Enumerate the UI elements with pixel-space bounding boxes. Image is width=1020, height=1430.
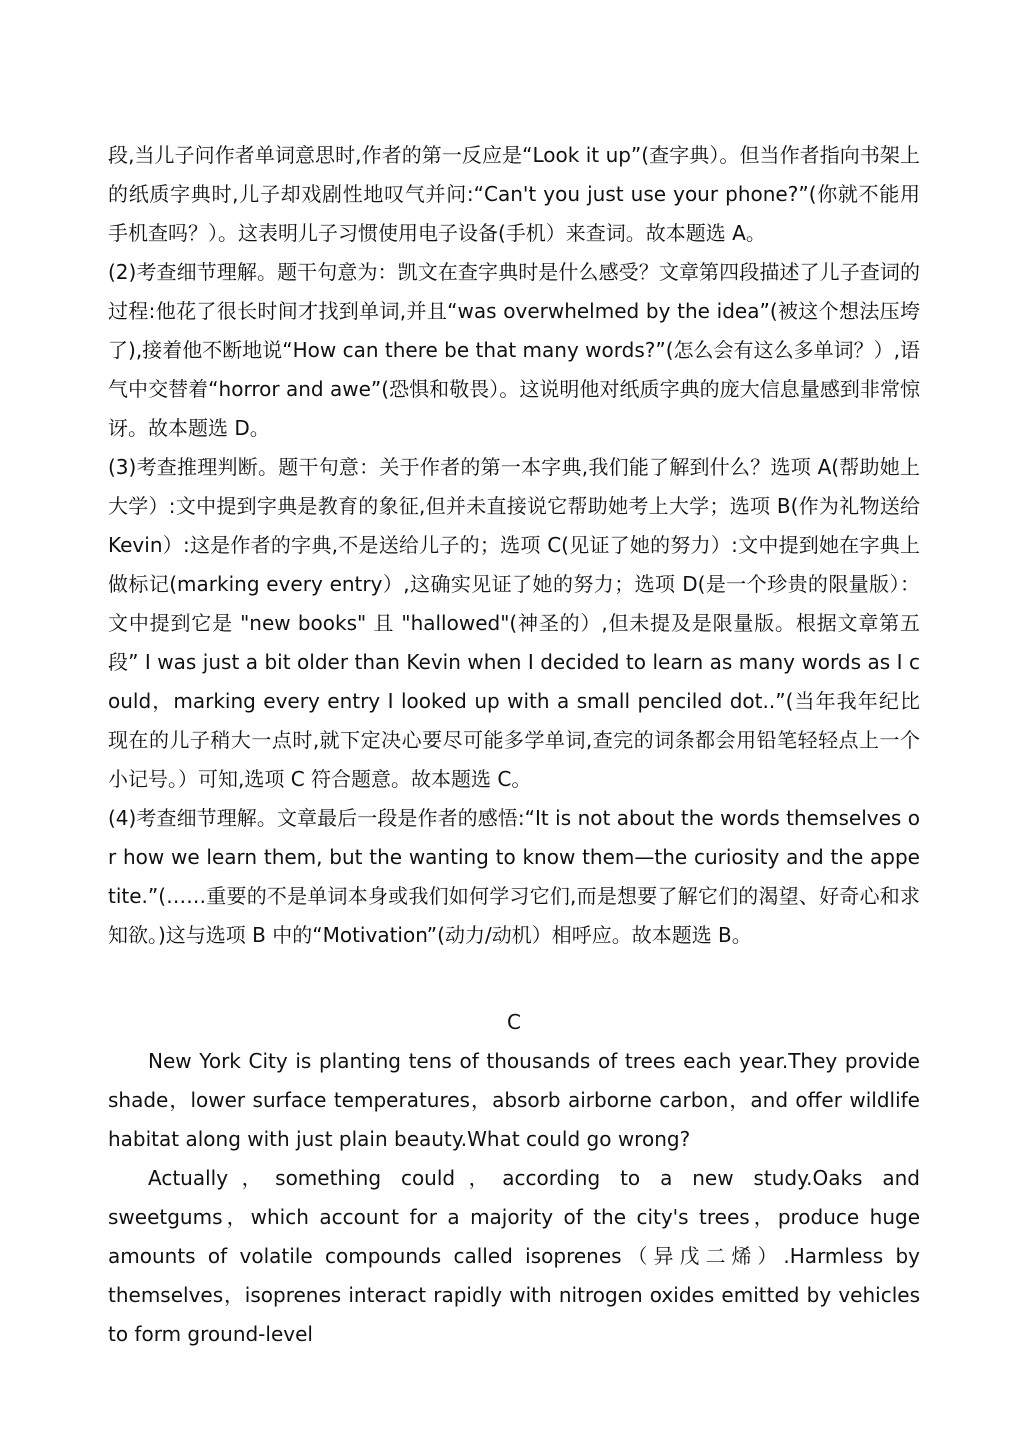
passage-paragraph-2: Actually，something could，according to a new study.Oaks and sweetgums，which account for a majority of the city's trees，produce huge amounts of volatile compounds called isoprenes（异戊二烯）.Harmless by themselves，isoprenes interact rapidly with nitrogen oxides emitted by vehicles to form ground-level <box>108 1166 920 1346</box>
answer-explanation <box>108 136 920 955</box>
explanation-paragraph-3: (3)考查推理判断。题干句意：关于作者的第一本字典,我们能了解到什么？选项 A(帮助她上大学）:文中提到字典是教育的象征,但并未直接说它帮助她考上大学；选项 B(作为礼物送给 Kevin）:这是作者的字典,不是送给儿子的；选项 C(见证了她的努力）:文中提到她在字典上做标记(marking every entry）,这确实见证了她的努力；选项 D(是一个珍贵的限量版）：文中提到它是 "new books" 且 "hallowed"(神圣的）,但未提及是限量版。根据文章第五段” I was just a bit older than Kevin when I decided to learn as many words as I could，marking every entry I looked up with a small penciled dot..”(当年我年纪比现在的儿子稍大一点时,就下定决心要尽可能多学单词,查完的词条都会用铅笔轻轻点上一个小记号。）可知,选项 C 符合题意。故本题选 C。 <box>108 455 920 791</box>
explanation-paragraph-2: (2)考查细节理解。题干句意为：凯文在查字典时是什么感受？文章第四段描述了儿子查词的过程:他花了很长时间才找到单词,并且“was overwhelmed by the idea”(被这个想法压垮了),接着他不断地说“How can there be that many words?”(怎么会有这么多单词？）,语气中交替着“horror and awe”(恐惧和敬畏）。这说明他对纸质字典的庞大信息量感到非常惊讶。故本题选 D。 <box>108 260 920 440</box>
passage-paragraph-1: New York City is planting tens of thousands of trees each year.They provide shade，lower surface temperatures，absorb airborne carbon，and offer wildlife habitat along with just plain beauty.What could go wrong? <box>108 1049 920 1151</box>
explanation-paragraph-4: (4)考查细节理解。文章最后一段是作者的感悟:“It is not about the words themselves or how we learn them, but the wanting to know them—the curiosity and the appetite.”(……重要的不是单词本身或我们如何学习它们,而是想要了解它们的渴望、好奇心和求知欲。)这与选项 B 中的“Motivation”(动力/动机）相呼应。故本题选 B。 <box>108 806 920 947</box>
reading-passage <box>108 1042 920 1354</box>
section-title: C <box>507 1010 521 1034</box>
explanation-paragraph-1: 段,当儿子问作者单词意思时,作者的第一反应是“Look it up”(查字典）。但当作者指向书架上的纸质字典时,儿子却戏剧性地叹气并问:“Can't you just use your phone?”(你就不能用手机查吗？）。这表明儿子习惯使用电子设备(手机）来查词。故本题选 A。 <box>108 143 920 245</box>
